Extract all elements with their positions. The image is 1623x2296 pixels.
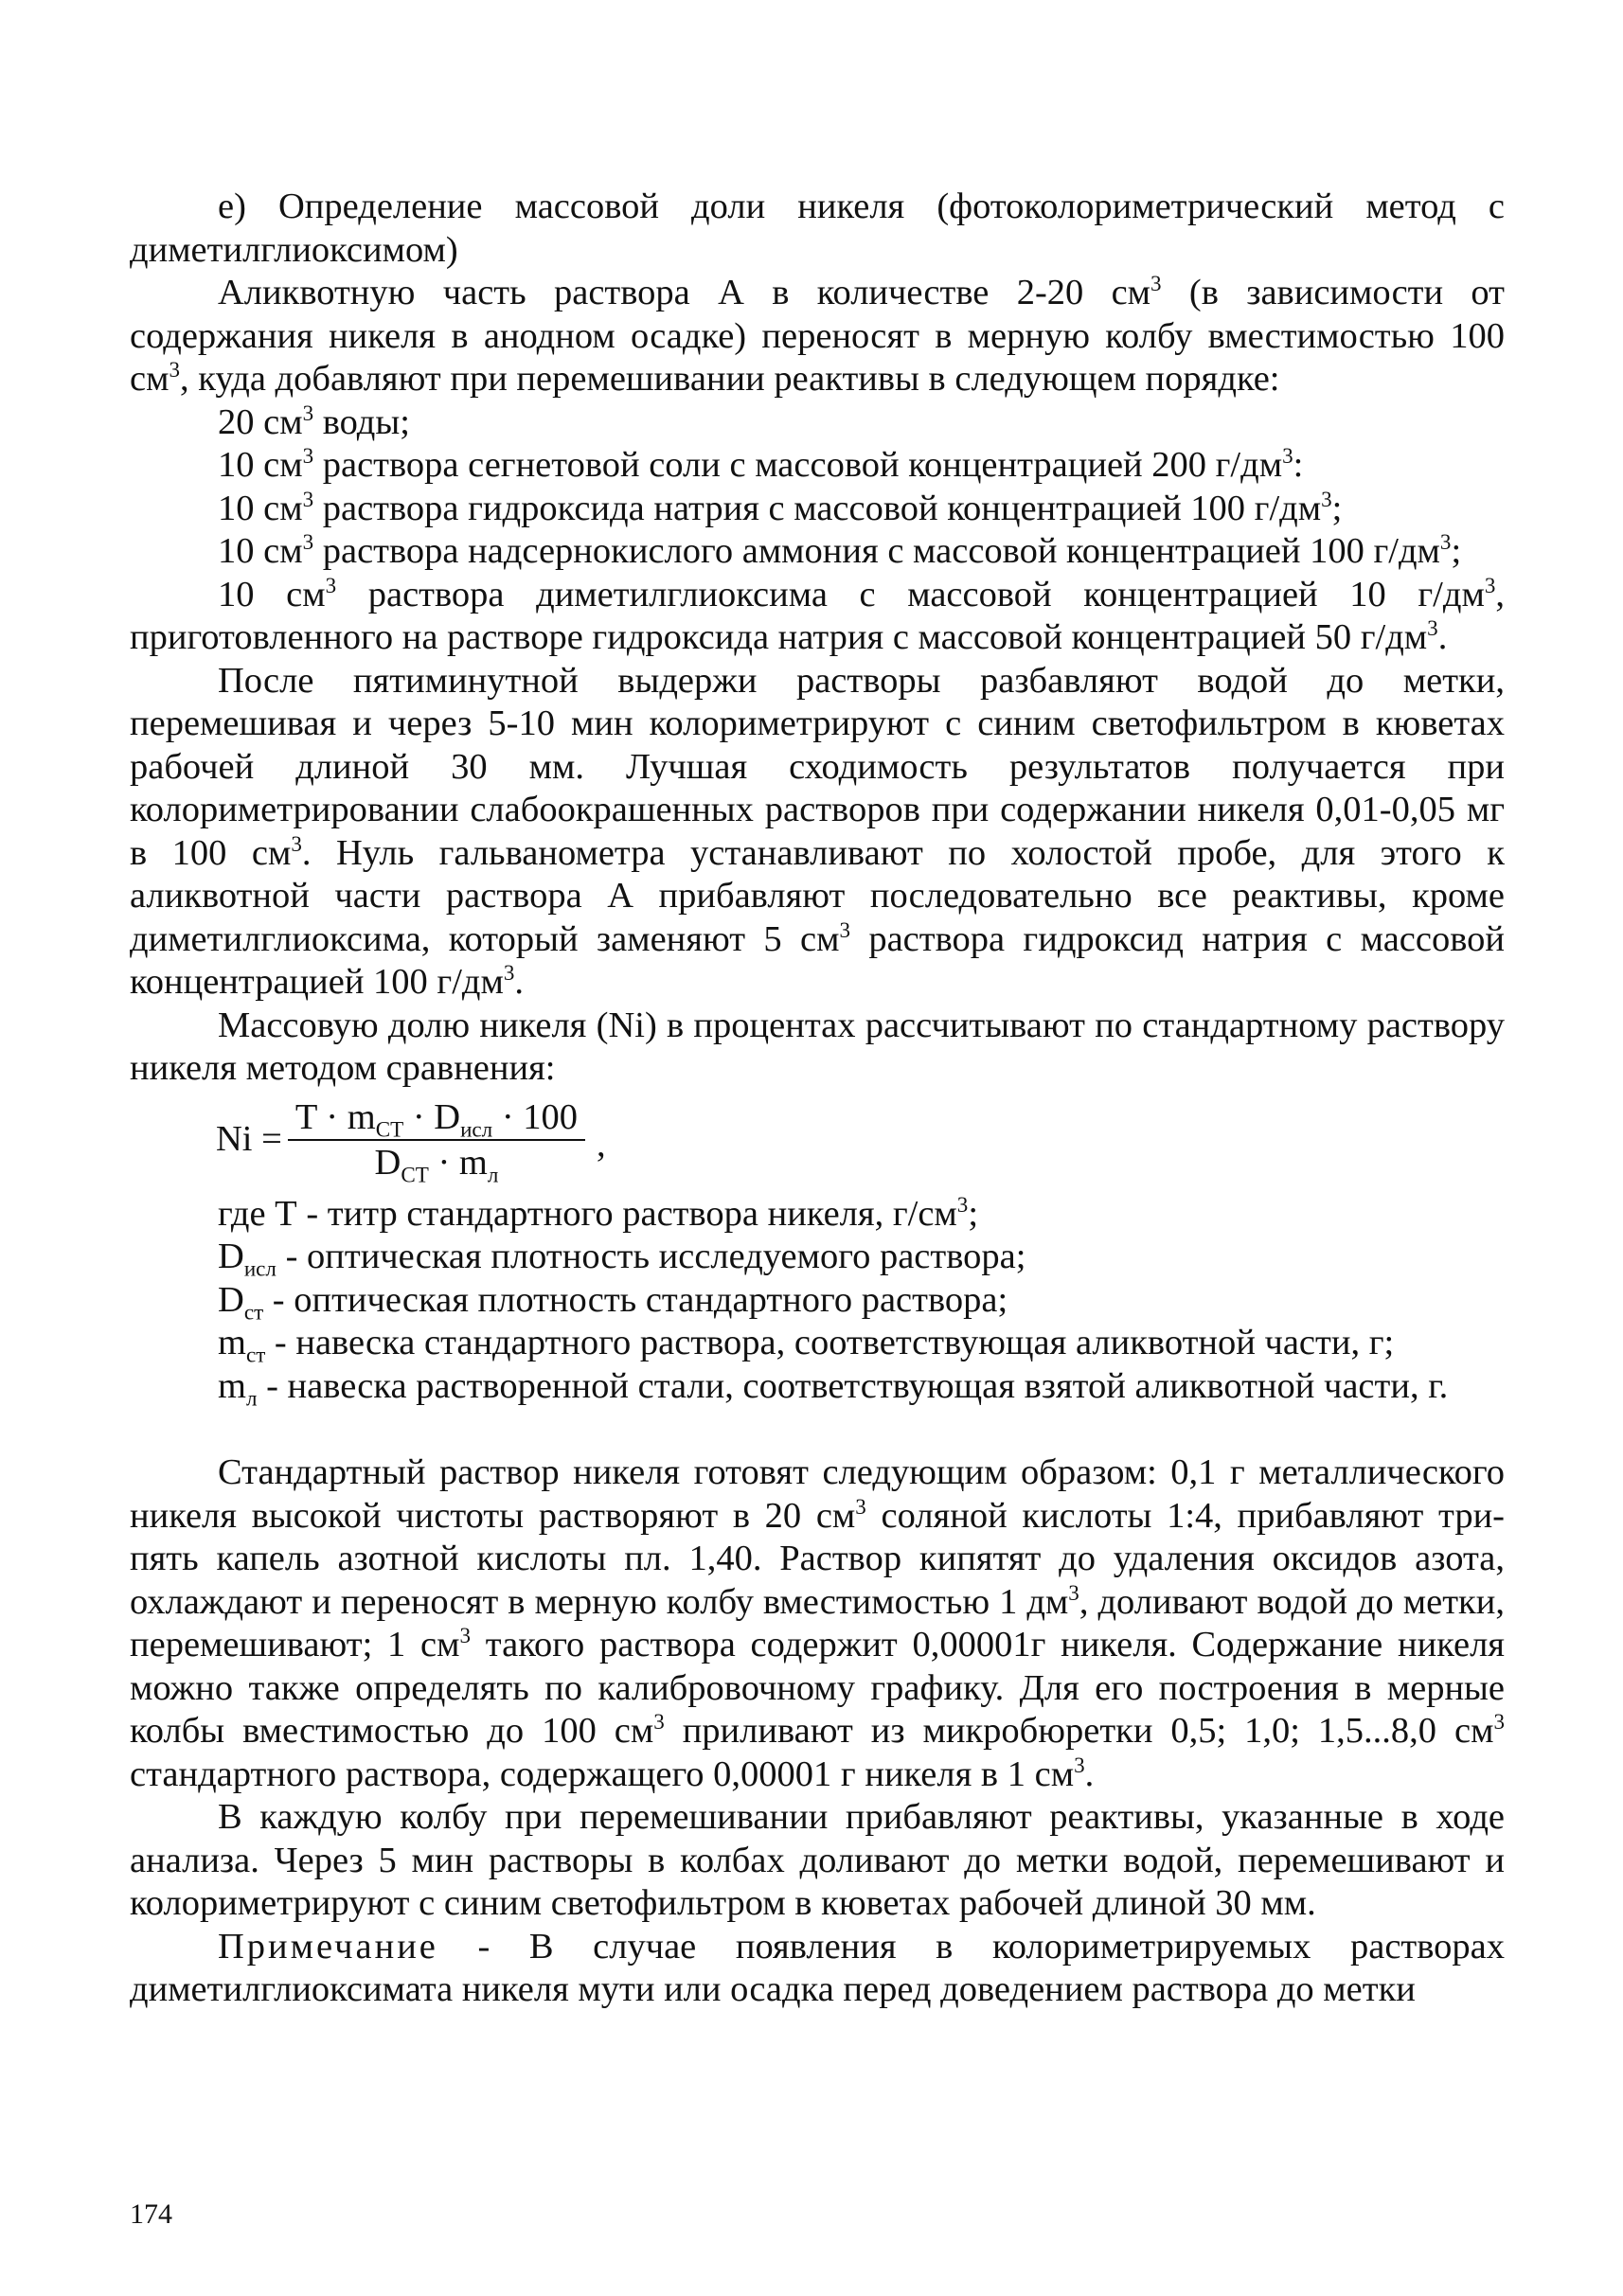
note-label: Примечание — [218, 1926, 438, 1967]
formula-fraction — [288, 1096, 585, 1187]
formula-denominator: $D_{СТ} \cdot m_л$ — [374, 1142, 499, 1187]
legend-item: $D_{ст}$ - оптическая плотность стандартного раствора; — [218, 1279, 1008, 1325]
reagent-item: 10 $см^3$ раствора гидроксида натрия с массовой концентрацией 100 $г/дм^3$; — [218, 486, 1343, 528]
reagent-item: 10 $см^3$ раствора диметилглиоксима с массовой концентрацией 10 $г/дм^3$, приготовленного на растворе гидроксида натрия с массовой концентрацией 50 $г/дм^3$. — [130, 572, 1505, 657]
formula-numerator: $T \cdot m_{СТ} \cdot D_{исл} \cdot 100$ — [288, 1097, 585, 1141]
procedure-paragraph: После пятиминутной выдержи растворы разбавляют водой до метки, перемешивая и через 5-10 мин колориметрируют с синим светофильтром в кюветах рабочей длиной 30 мм. Лучшая сходимость результатов получается при колориметрировании слабоокрашенных растворов при содержании никеля 0,01-0,05 мг в 100 $см^3$. Нуль гальванометра устанавливают по холостой пробе, для этого к аликвотной части раствора А прибавляют последовательно все реактивы, кроме диметилглиоксима, который заменяют 5 $см^3$ раствора гидроксид натрия с массовой концентрацией 100 $г/дм^3$. — [130, 660, 1505, 1002]
formula-lhs: Ni = — [216, 1118, 282, 1159]
calibration-paragraph: В каждую колбу при перемешивании прибавляют реактивы, указанные в ходе анализа. Через 5 мин растворы в колбах доливают до метки водой, перемешивают и колориметрируют с синим светофильтром в кюветах рабочей длиной 30 мм. — [130, 1797, 1505, 1923]
page-content — [130, 186, 1505, 2012]
legend-item: $m_л$ - навеска растворенной стали, соответствующая взятой аликвотной части, г. — [218, 1365, 1449, 1411]
note-paragraph: Примечание - В случае появления в колориметрируемых растворах диметилглиоксимата никеля мути или осадка перед доведением раствора до метки — [130, 1926, 1505, 2009]
reagent-item: 10 $см^3$ раствора сегнетовой соли с массовой концентрацией 200 $г/дм^3$: — [218, 443, 1304, 485]
nickel-formula — [216, 1095, 1505, 1185]
intro-paragraph: Аликвотную часть раствора А в количестве 2-20 $см^3$ (в зависимости от содержания никеля в анодном осадке) переносят в мерную колбу вместимостью 100 $см^3$, куда добавляют при перемешивании реактивы в следующем порядке: — [130, 271, 1505, 399]
standard-solution-paragraph: Стандартный раствор никеля готовят следующим образом: 0,1 г металлического никеля высокой чистоты растворяют в 20 $см^3$ соляной кислоты 1:4, прибавляют три-пять капель азотной кислоты пл. 1,40. Раствор кипятят до удаления оксидов азота, охлаждают и переносят в мерную колбу вместимостью 1 $дм^3$, доливают водой до метки, перемешивают; 1 $см^3$ такого раствора содержит 0,00001г никеля. Содержание никеля можно также определять по калибровочному графику. Для его построения в мерные колбы вместимостью до 100 $см^3$ приливают из микробюретки 0,5; 1,0; 1,5...8,0 $см^3$ стандартного раствора, содержащего 0,00001 г никеля в 1 $см^3$. — [130, 1452, 1505, 1794]
calculation-intro: Массовую долю никеля (Ni) в процентах рассчитывают по стандартному раствору никеля методом сравнения: — [130, 1005, 1505, 1088]
section-heading: е) Определение массовой доли никеля (фотоколориметрический метод с диметилглиоксимом) — [130, 187, 1505, 270]
page-number: 174 — [130, 2198, 172, 2230]
formula-comma: , — [597, 1124, 606, 1165]
legend-item: $m_{ст}$ - навеска стандартного раствора, соответствующая аликвотной части, г; — [218, 1323, 1395, 1367]
reagent-item: 20 $см^3$ воды; — [218, 400, 410, 442]
paragraph-gap — [130, 1408, 1505, 1451]
legend-item: $D_{исл}$ - оптическая плотность исследуемого раствора; — [218, 1237, 1026, 1281]
reagent-item: 10 $см^3$ раствора надсернокислого аммония с массовой концентрацией 100 $г/дм^3$; — [218, 529, 1462, 571]
legend-item: где T - титр стандартного раствора никеля, $г/см^3$; — [218, 1191, 979, 1234]
